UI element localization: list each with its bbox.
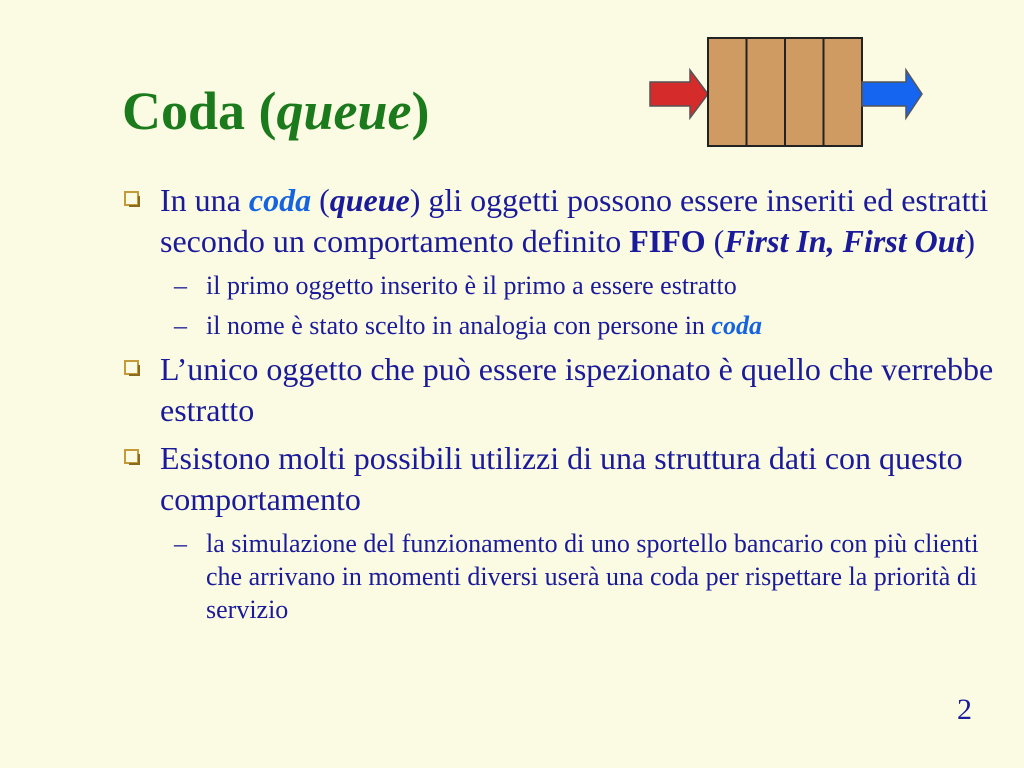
title-italic: queue: [276, 81, 412, 141]
bullet-text: ) gli oggetti possono essere inseriti ed estratti secondo un comportamento definito: [160, 182, 989, 259]
bullet-text: (: [311, 182, 330, 218]
hollow-square-bullet-icon: [124, 191, 142, 209]
queue-icon: [646, 36, 926, 148]
bullet-text: Esistono molti possibili utilizzi di una struttura dati con questo comportamento: [160, 440, 963, 517]
hollow-square-bullet-icon: [124, 449, 142, 467]
bullet-text: (: [705, 223, 725, 259]
dash-bullet: –: [174, 271, 187, 300]
bullet-item: [122, 438, 1002, 520]
title-close: ): [411, 81, 430, 141]
arrow-out-icon: [862, 70, 922, 118]
sub-bullet-text: il nome è stato scelto in analogia con persone in: [206, 311, 712, 340]
arrow-in-icon: [650, 70, 708, 118]
sub-bullet-text: la simulazione del funzionamento di uno sportello bancario con più clienti che arrivano in momenti diversi userà una coda per rispettare la priorità di servizio: [206, 529, 979, 624]
highlight-term: coda: [711, 311, 762, 340]
bullet-text: L’unico oggetto che può essere ispezionato è quello che verrebbe estratto: [160, 351, 994, 428]
highlight-term: coda: [248, 182, 312, 218]
sub-bullet-item: [122, 309, 1002, 342]
sub-bullet-item: [122, 527, 1002, 626]
dash-bullet: –: [174, 529, 187, 558]
title-text: Coda (: [122, 81, 277, 141]
dash-bullet: –: [174, 311, 187, 340]
bold-term: FIFO: [629, 223, 706, 259]
bullet-item: [122, 349, 1002, 431]
slide-body: [122, 180, 1002, 633]
bullet-item: [122, 180, 1002, 262]
sub-bullet-item: [122, 269, 1002, 302]
hollow-square-bullet-icon: [124, 360, 142, 378]
italic-term: queue: [329, 182, 410, 218]
bullet-text: In una: [160, 182, 249, 218]
bullet-text: ): [964, 223, 976, 259]
sub-bullet-text: il primo oggetto inserito è il primo a essere estratto: [206, 271, 737, 300]
page-number: 2: [957, 693, 972, 726]
italic-term: First In, First Out: [724, 223, 965, 259]
slide-title: [122, 80, 430, 142]
